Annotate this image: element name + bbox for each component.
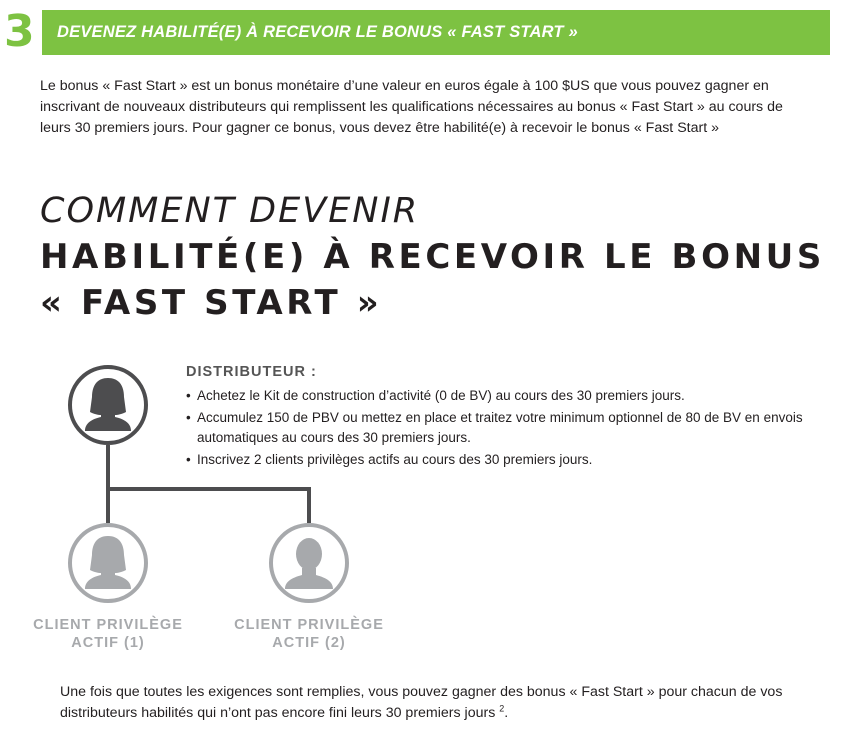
banner-title: DEVENEZ HABILITÉ(E) À RECEVOIR LE BONUS « FAST START » [57,23,578,41]
outro-paragraph [60,682,820,724]
client-node-1 [70,525,146,601]
client-label-2 [214,616,404,652]
client-node-2 [271,525,347,601]
heading-line-1: COMMENT DEVENIR [40,191,420,231]
distributor-node [70,367,146,443]
heading-line-3: « FAST START » [40,283,383,323]
requirement-item: • Inscrivez 2 clients privilèges actifs au cours des 30 premiers jours. [186,450,826,470]
outro-end: . [504,705,509,721]
client-label-1-line1: CLIENT PRIVILÈGE [33,617,183,633]
footnote-marker: 2 [499,703,505,714]
outro-text: Une fois que toutes les exigences sont remplies, vous pouvez gagner des bonus « Fast Start » pour chacun de vos distributeurs habilités qui n’ont pas encore fini leurs 30 premiers jours [60,684,783,721]
client-label-2-line1: CLIENT PRIVILÈGE [234,617,384,633]
distributor-title: DISTRIBUTEUR : [186,364,317,380]
step-number: 3 [4,6,35,57]
client-label-1 [13,616,203,652]
requirement-item: • Achetez le Kit de construction d’activité (0 de BV) au cours des 30 premiers jours. [186,386,826,406]
client-label-2-line2: ACTIF (2) [272,635,346,651]
intro-paragraph: Le bonus « Fast Start » est un bonus monétaire d’une valeur en euros égale à 100 $US que vous pouvez gagner en inscrivant de nouveaux distributeurs qui remplissent les qualifications nécessaires au bonus « Fast Start » au cours de leurs 30 premiers jours. Pour gagner ce bonus, vous devez être habilité(e) à recevoir le bonus « Fast Start » [40,78,783,136]
client-label-1-line2: ACTIF (1) [71,635,145,651]
distributor-requirements [186,386,826,472]
heading-line-2: HABILITÉ(E) À RECEVOIR LE BONUS [40,237,825,277]
requirement-item: • Accumulez 150 de PBV ou mettez en place et traitez votre minimum optionnel de 80 de BV en envois automatiques au cours des 30 premiers jours. [186,408,826,448]
